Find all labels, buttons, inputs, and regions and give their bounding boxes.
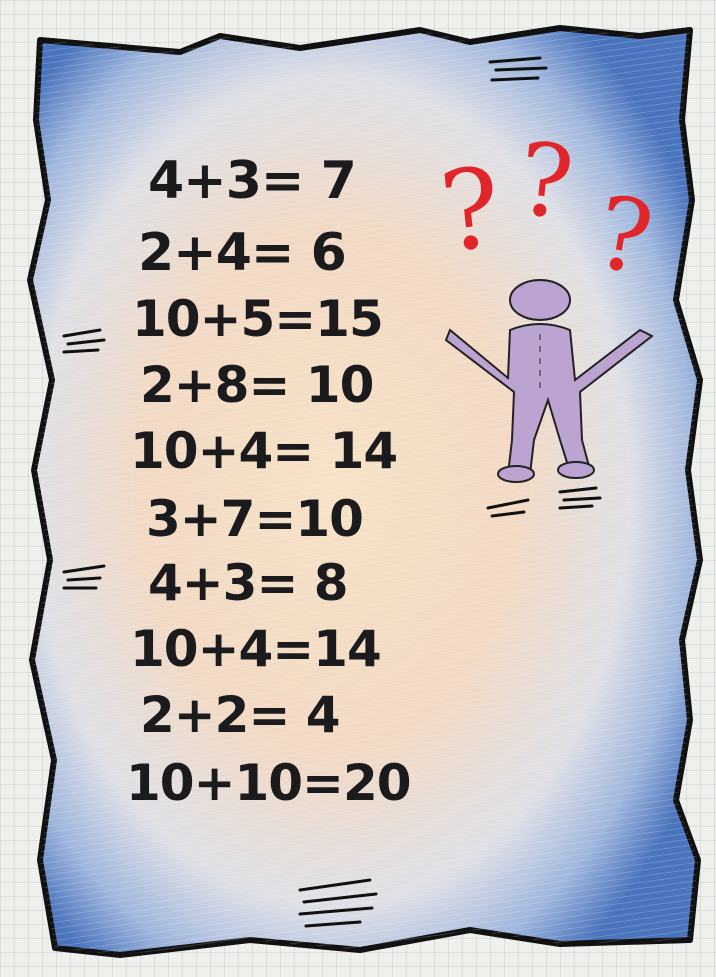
equation: 2+2= 4: [140, 686, 340, 744]
equation: 10+4= 14: [130, 422, 398, 480]
equation: 10+10=20: [126, 754, 411, 812]
question-mark-icon: ?: [587, 173, 661, 298]
equation: 2+4= 6: [138, 223, 346, 283]
question-mark-icon: ?: [434, 143, 507, 277]
equation: 2+8= 10: [140, 356, 374, 414]
equation: 10+5=15: [132, 290, 383, 348]
equation: 4+3= 7: [148, 151, 356, 211]
equation: 10+4=14: [130, 620, 381, 678]
question-mark-icon: ?: [512, 120, 579, 243]
equation: 4+3= 8: [148, 554, 348, 612]
equation: 3+7=10: [146, 490, 363, 548]
